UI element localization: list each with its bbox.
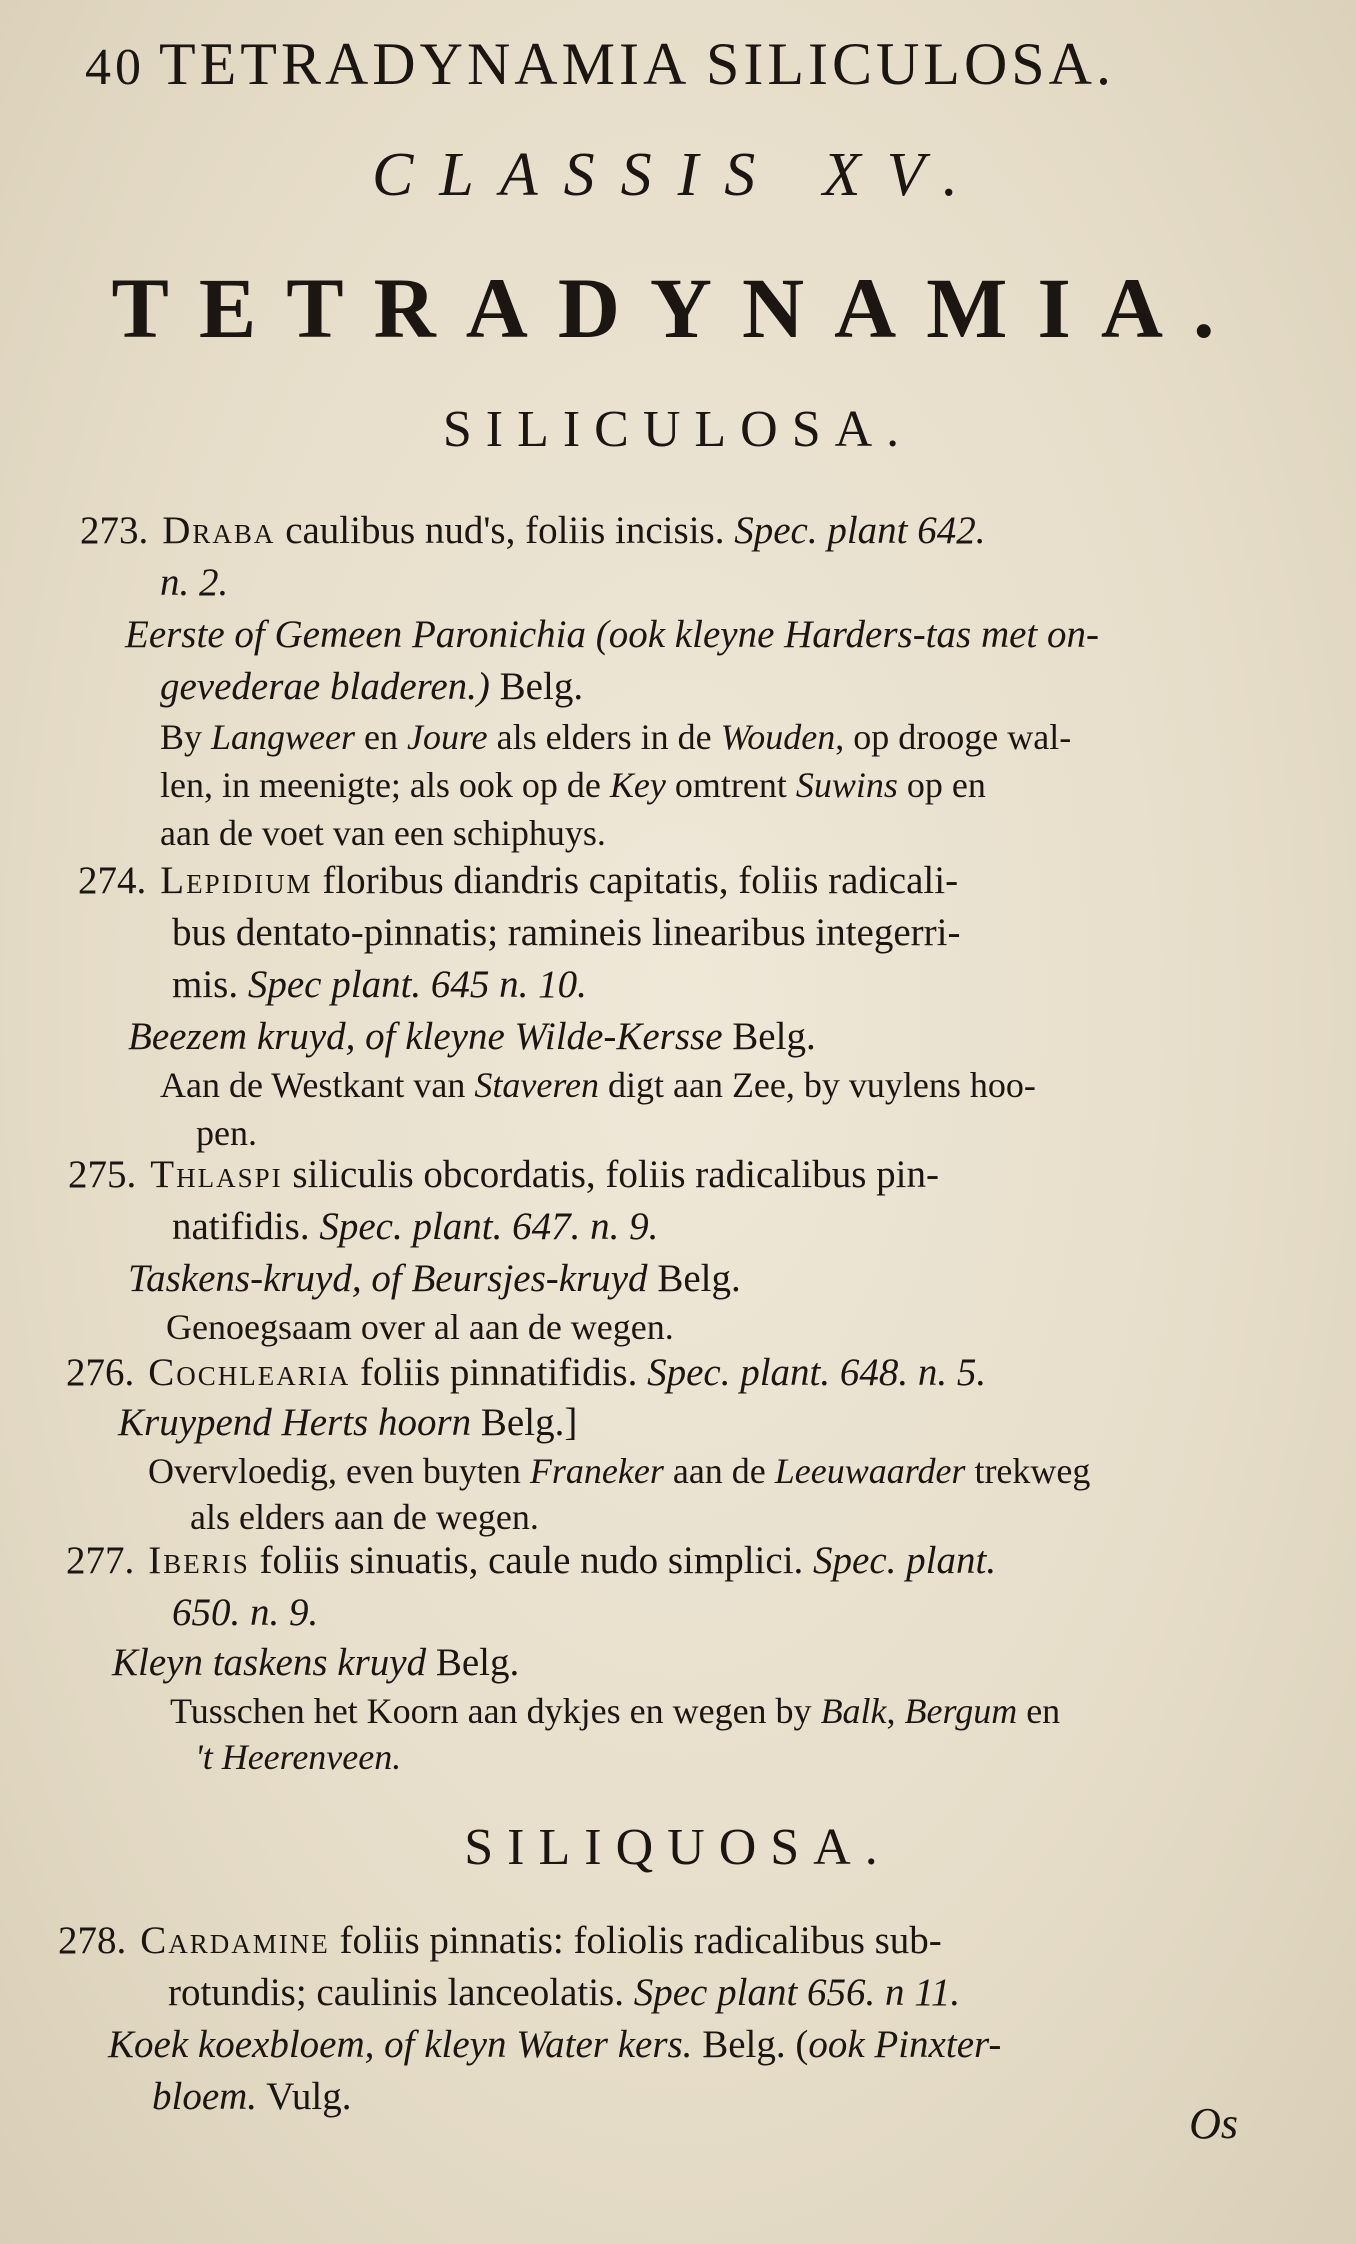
entry-274-line-3: mis. Spec plant. 645 n. 10. <box>172 963 587 1006</box>
class-title: TETRADYNAMIA. <box>111 260 1245 356</box>
entry-273-locality-3: aan de voet van een schiphuys. <box>160 813 606 853</box>
catchword: Os <box>1189 2099 1238 2148</box>
genus-name: Lepidium <box>160 859 313 902</box>
entry-273-locality-1: By Langweer en Joure als elders in de Wouden, op drooge wal- <box>160 717 1072 757</box>
entry-273-belg-1: Eerste of Gemeen Paronichia (ook kleyne Harders-tas met on- <box>125 613 1099 656</box>
entry-274-locality-2: pen. <box>196 1113 257 1153</box>
entry-274-line-1: 274. Lepidium floribus diandris capitatis, foliis radicali- <box>78 859 959 902</box>
genus-name: Iberis <box>148 1539 250 1582</box>
classis-heading: CLASSIS XV. <box>371 141 985 209</box>
entry-277-locality-2: 't Heerenveen. <box>195 1737 402 1777</box>
entry-277-line-2: 650. n. 9. <box>172 1591 319 1634</box>
running-title: TETRADYNAMIA SILICULOSA. <box>159 31 1115 97</box>
entry-274-line-2: bus dentato-pinnatis; ramineis linearibus integerri- <box>172 911 961 954</box>
entry-274-belg: Beezem kruyd, of kleyne Wilde-Kersse Belg. <box>128 1015 816 1058</box>
entry-278-line-2: rotundis; caulinis lanceolatis. Spec plant 656. n 11. <box>168 1971 961 2014</box>
entry-275-belg: Taskens-kruyd, of Beursjes-kruyd Belg. <box>128 1257 741 1300</box>
entry-275-line-1: 275. Thlaspi siliculis obcordatis, foliis radicalibus pin- <box>68 1153 939 1196</box>
entry-276-belg: Kruypend Herts hoorn Belg.] <box>118 1401 578 1444</box>
genus-name: Thlaspi <box>150 1153 283 1196</box>
page-number: 40 <box>85 39 145 96</box>
entry-278-line-1: 278. Cardamine foliis pinnatis: foliolis radicalibus sub- <box>58 1919 942 1962</box>
genus-name: Draba <box>162 509 276 552</box>
genus-name: Cochlearia <box>148 1351 351 1394</box>
entry-277-belg: Kleyn taskens kruyd Belg. <box>112 1641 520 1684</box>
entry-273-belg-2: gevederae bladeren.) Belg. <box>160 665 584 708</box>
entry-273-line-2: n. 2. <box>160 561 229 604</box>
entry-275-line-2: natifidis. Spec. plant. 647. n. 9. <box>172 1205 659 1248</box>
section-heading-siliquosa: SILIQUOSA. <box>464 1819 892 1876</box>
section-heading-siliculosa: SILICULOSA. <box>442 401 914 458</box>
entry-276-line-1: 276. Cochlearia foliis pinnatifidis. Spec. plant. 648. n. 5. <box>66 1351 987 1394</box>
entry-277-line-1: 277. Iberis foliis sinuatis, caule nudo simplici. Spec. plant. <box>66 1539 997 1582</box>
running-header <box>85 30 1235 99</box>
entry-273-line-1: 273. Draba caulibus nud's, foliis incisis. Spec. plant 642. <box>80 509 986 552</box>
genus-name: Cardamine <box>140 1919 330 1962</box>
entry-276-locality-2: als elders aan de wegen. <box>190 1497 539 1537</box>
entry-278-belg-1: Koek koexbloem, of kleyn Water kers. Belg. (ook Pinxter- <box>108 2023 1002 2066</box>
entry-276-locality-1: Overvloedig, even buyten Franeker aan de Leeuwaarder trekweg <box>148 1451 1091 1491</box>
entry-278-belg-2: bloem. Vulg. <box>152 2075 352 2118</box>
entry-273-locality-2: len, in meenigte; als ook op de Key omtrent Suwins op en <box>160 765 986 805</box>
entry-275-locality: Genoegsaam over al aan de wegen. <box>166 1307 674 1347</box>
entry-274-locality-1: Aan de Westkant van Staveren digt aan Zee, by vuylens hoo- <box>160 1065 1036 1105</box>
entry-277-locality-1: Tusschen het Koorn aan dykjes en wegen by Balk, Bergum en <box>170 1691 1061 1731</box>
